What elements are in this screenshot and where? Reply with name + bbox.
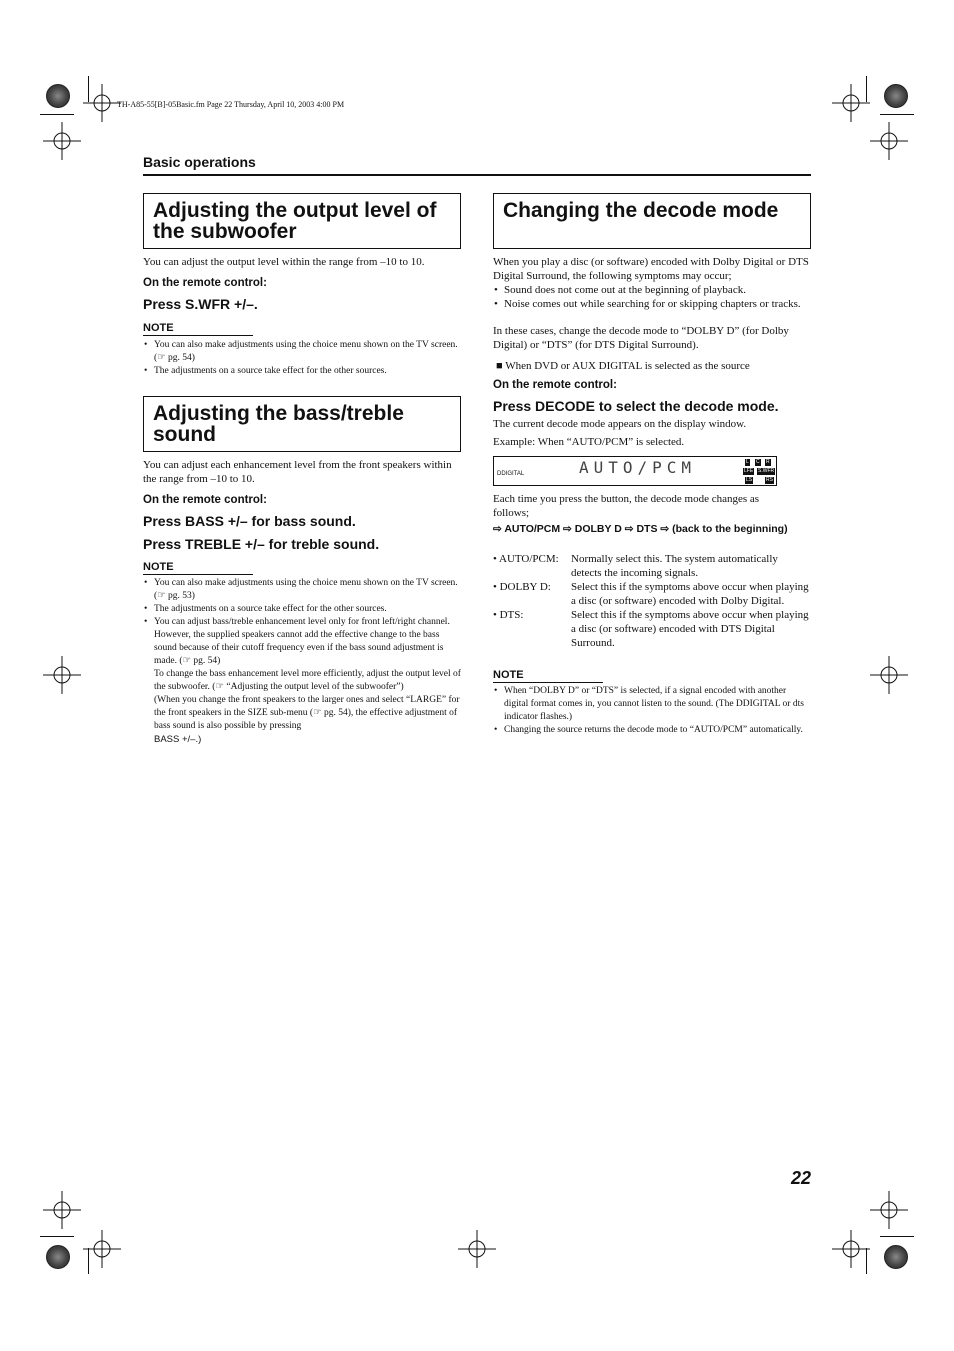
display-window <box>493 456 777 486</box>
note-item: • When “DOLBY D” or “DTS” is selected, if a signal encoded with another digital format comes in, you cannot listen to the sound. (The DDIGITAL or dts indicator flashes.) <box>493 685 811 724</box>
decode-step: Press DECODE to select the decode mode. <box>493 398 779 414</box>
section-header: Basic operations <box>143 154 256 170</box>
trim-line <box>88 1248 89 1274</box>
display-mode-text: AUTO/PCM <box>579 458 697 477</box>
mode-desc: Select this if the symptoms above occur when playing a disc (or software) encoded with Dolby Digital. <box>571 581 809 607</box>
decode-source-condition: ■ When DVD or AUX DIGITAL is selected as the source <box>496 360 750 372</box>
channel-indicator: LFE <box>744 468 754 474</box>
crosshair-icon <box>43 656 81 694</box>
trim-line <box>40 114 74 115</box>
page-number: 22 <box>790 1168 811 1188</box>
decode-note-heading: NOTE <box>493 669 603 683</box>
mode-name: • DOLBY D: <box>493 581 551 593</box>
subwoofer-step: Press S.WFR +/–. <box>143 296 258 312</box>
treble-step: Press TREBLE +/– for treble sound. <box>143 536 380 552</box>
subwoofer-note-heading: NOTE <box>143 322 253 336</box>
channel-indicator: C <box>756 459 760 465</box>
note-item: • You can also make adjustments using the choice menu shown on the TV screen. (☞ pg. 54) <box>143 339 461 365</box>
crosshair-icon <box>43 122 81 160</box>
decode-cycle-intro: Each time you press the button, the decode mode changes as follows; <box>493 493 760 519</box>
decode-step-desc: The current decode mode appears on the display window. <box>493 418 747 430</box>
registration-disc-bottom-right <box>884 1245 908 1269</box>
decode-advice: In these cases, change the decode mode to “DOLBY D” (for Dolby Digital) or “DTS” (for DTS Digital Surround). <box>493 325 789 351</box>
channel-indicator: RS <box>766 477 773 483</box>
header-rule <box>143 174 811 176</box>
decode-title <box>493 193 811 249</box>
crosshair-icon <box>458 1230 496 1268</box>
trim-line <box>880 114 914 115</box>
note-continuation-tail: BASS +/–.) <box>154 734 202 745</box>
crosshair-icon <box>832 1230 870 1268</box>
trim-line <box>40 1236 74 1237</box>
registration-disc-top-left <box>46 84 70 108</box>
crosshair-icon <box>870 122 908 160</box>
note-item: • The adjustments on a source take effect for the other sources. <box>143 365 461 378</box>
bass-treble-title <box>143 396 461 452</box>
subwoofer-notes <box>143 339 461 378</box>
bass-treble-title-text: Adjusting the bass/treble sound <box>153 402 404 446</box>
subwoofer-intro: You can adjust the output level within the range from –10 to 10. <box>143 256 425 268</box>
decode-title-text: Changing the decode mode <box>503 199 779 222</box>
mode-name: • DTS: <box>493 609 524 621</box>
crosshair-icon <box>870 656 908 694</box>
note-continuation: (When you change the front speakers to the larger ones and select “LARGE” for the front speakers in the SIZE sub-menu (☞ pg. 54), the effective adjustment of bass sound is also possible by pressing <box>154 695 460 731</box>
channel-indicator: L <box>746 459 749 465</box>
channel-indicator: R <box>766 459 770 465</box>
note-text: You can adjust bass/treble enhancement level only for front left/right channel. However, the supplied speakers cannot add the effective change to the bass sound because of their cutoff frequency even if the bass sound adjustment is made. (☞ pg. 54) <box>154 617 450 666</box>
crosshair-icon <box>43 1191 81 1229</box>
dolby-digital-indicator: DDIGITAL <box>497 471 525 477</box>
note-continuation: To change the bass enhancement level more efficiently, adjust the output level of the subwoofer. (☞ “Adjusting the output level of the subwoofer”) <box>154 669 461 692</box>
decode-remote-label: On the remote control: <box>493 379 617 391</box>
note-item: • The adjustments on a source take effect for the other sources. <box>143 603 461 616</box>
mode-desc: Normally select this. The system automatically detects the incoming signals. <box>571 553 778 579</box>
mode-name: • AUTO/PCM: <box>493 553 559 565</box>
decode-example: Example: When “AUTO/PCM” is selected. <box>493 436 685 448</box>
channel-indicator: S.WFR <box>758 468 775 474</box>
registration-disc-bottom-left <box>46 1245 70 1269</box>
subwoofer-title <box>143 193 461 249</box>
decode-mode-list <box>493 552 811 650</box>
subwoofer-remote-label: On the remote control: <box>143 277 267 289</box>
trim-line <box>880 1236 914 1237</box>
crosshair-icon <box>832 84 870 122</box>
trim-line <box>866 1248 867 1274</box>
bass-treble-remote-label: On the remote control: <box>143 494 267 506</box>
decode-intro: When you play a disc (or software) encoded with Dolby Digital or DTS Digital Surround, the following symptoms may occur; <box>493 256 809 282</box>
bass-treble-intro: You can adjust each enhancement level from the front speakers within the range from –10 to 10. <box>143 459 452 485</box>
mode-desc: Select this if the symptoms above occur when playing a disc (or software) encoded with DTS Digital Surround. <box>571 609 809 649</box>
file-header: TH-A85-55[B]-05Basic.fm Page 22 Thursday, April 10, 2003 4:00 PM <box>117 100 345 109</box>
decode-symptoms <box>493 283 811 311</box>
channel-indicator: LS <box>746 477 753 483</box>
decode-notes <box>493 685 811 737</box>
note-item: • Changing the source returns the decode mode to “AUTO/PCM” automatically. <box>493 724 811 737</box>
trim-line <box>866 76 867 102</box>
crosshair-icon <box>870 1191 908 1229</box>
note-item <box>143 616 461 747</box>
bass-step: Press BASS +/– for bass sound. <box>143 513 356 529</box>
registration-disc-top-right <box>884 84 908 108</box>
decode-cycle: ⇨ AUTO/PCM ⇨ DOLBY D ⇨ DTS ⇨ (back to the beginning) <box>493 523 788 535</box>
subwoofer-title-text: Adjusting the output level of the subwoofer <box>153 199 437 243</box>
bass-treble-notes <box>143 577 461 747</box>
trim-line <box>88 76 89 102</box>
note-item: • You can also make adjustments using the choice menu shown on the TV screen. (☞ pg. 53) <box>143 577 461 603</box>
symptom-item: • Noise comes out while searching for or skipping chapters or tracks. <box>493 297 811 311</box>
bass-treble-note-heading: NOTE <box>143 561 253 575</box>
symptom-item: • Sound does not come out at the beginning of playback. <box>493 283 811 297</box>
